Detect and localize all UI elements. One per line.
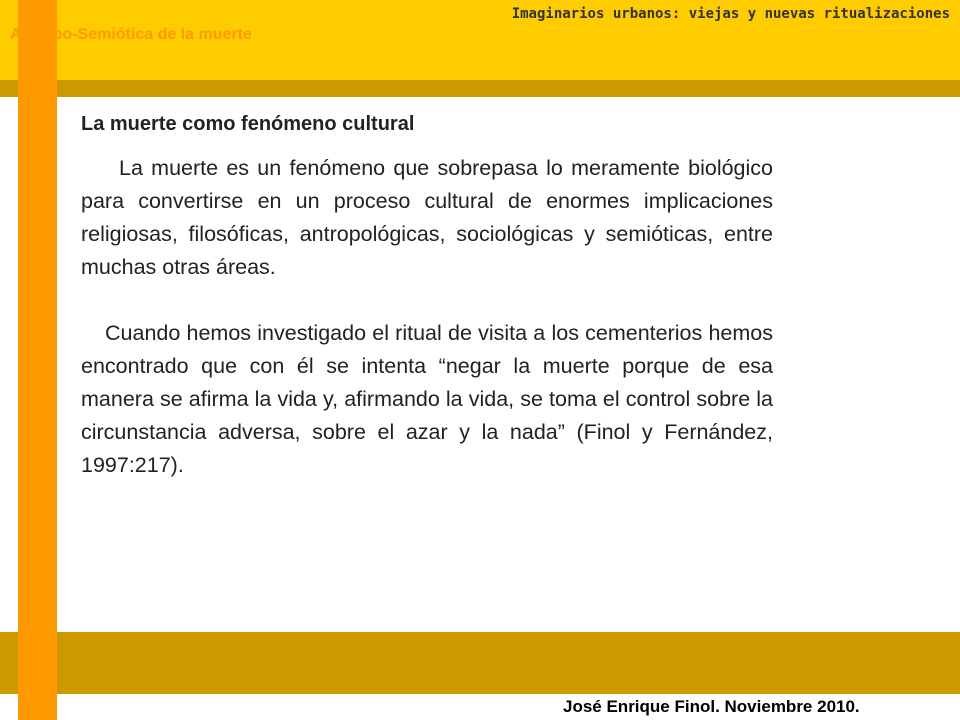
body-text (81, 152, 773, 482)
paragraph-1: La muerte es un fenómeno que sobrepasa lo meramente biológico para convertirse en un proceso cultural de enormes implicaciones religiosas, filosóficas, antropológicas, sociológicas y semióticas, entre muchas otras áreas. (81, 156, 773, 279)
vertical-accent-bar (18, 0, 57, 720)
presentation-subtitle: Imaginarios urbanos: viejas y nuevas ritualizaciones (511, 6, 950, 22)
header-gold-stripe (0, 80, 960, 97)
slide-section-title: Antropo-Semiótica de la muerte (10, 26, 252, 43)
paragraph-2: Cuando hemos investigado el ritual de visita a los cementerios hemos encontrado que con él se intenta “negar la muerte porque de esa manera se afirma la vida y, afirmando la vida, se toma el control sobre la circunstancia adversa, sobre el azar y la nada” (Finol y Fernández, 1997:217). (81, 321, 773, 477)
slide-heading: La muerte como fenómeno cultural (81, 113, 415, 135)
footer-author: José Enrique Finol. Noviembre 2010. (563, 697, 860, 716)
footer-band (0, 632, 960, 694)
